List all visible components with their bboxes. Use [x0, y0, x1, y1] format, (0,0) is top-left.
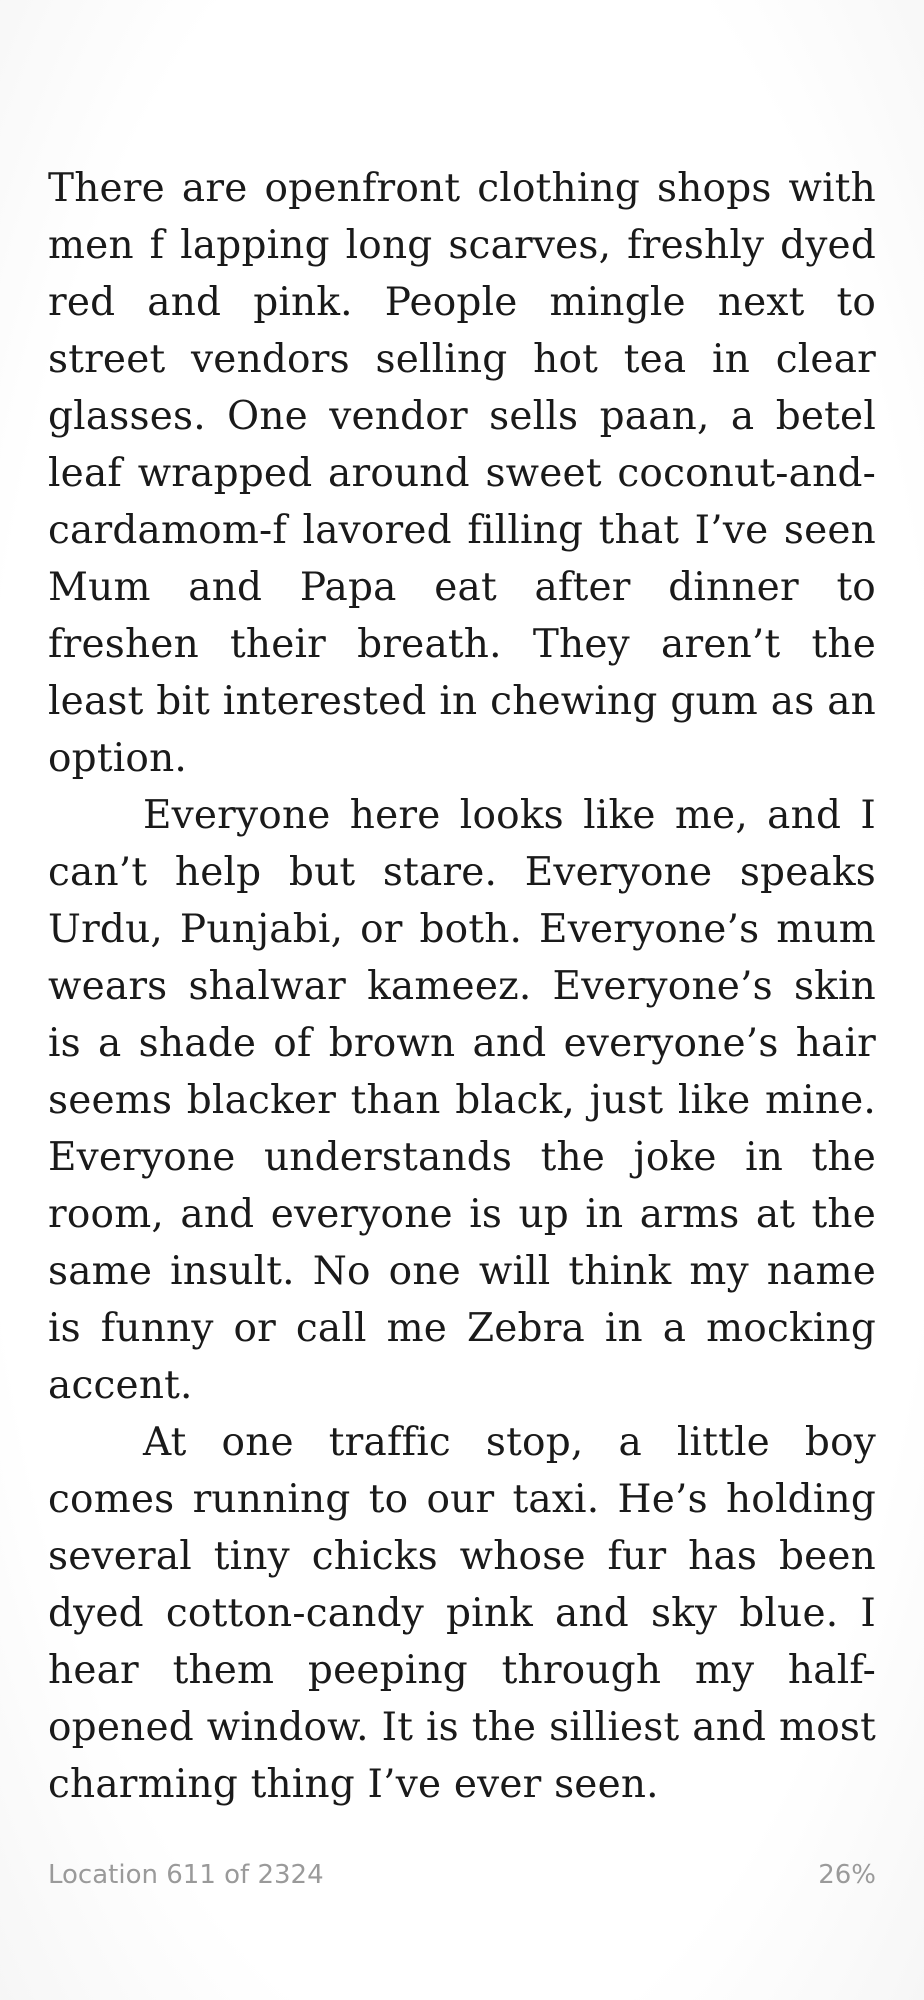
paragraph-4: [48, 1813, 876, 1820]
paragraph-1: There are openfront clothing shops with men f lapping long scarves, freshly dyed red and pink. People mingle next to street vendors selling hot tea in clear glasses. One vendor sells paan, a betel leaf wrapped around sweet coconut-and-cardamom-f lavored filling that I’ve seen Mum and Papa eat after dinner to freshen their breath. They aren’t the least bit interested in chewing gum as an option.: [48, 166, 876, 781]
paragraph-2: Everyone here looks like me, and I can’t help but stare. Everyone speaks Urdu, Punjabi, or both. Everyone’s mum wears shalwar kameez. Everyone’s skin is a shade of brown and everyone’s hair seems blacker than black, just like mine. Everyone understands the joke in the room, and everyone is up in arms at the same insult. No one will think my name is funny or call me Zebra in a mocking accent.: [48, 793, 876, 1408]
paragraph-3: At one traffic stop, a little boy comes running to our taxi. He’s holding several tiny chicks whose fur has been dyed cotton-candy pink and sky blue. I hear them peeping through my half-opened window. It is the silliest and most charming thing I’ve ever seen.: [48, 1420, 876, 1807]
location-indicator[interactable]: Location 611 of 2324: [48, 1860, 324, 1890]
reading-pane[interactable]: [48, 160, 876, 1820]
percent-read: 26%: [818, 1860, 876, 1890]
reading-progress-footer[interactable]: [48, 1860, 876, 1890]
